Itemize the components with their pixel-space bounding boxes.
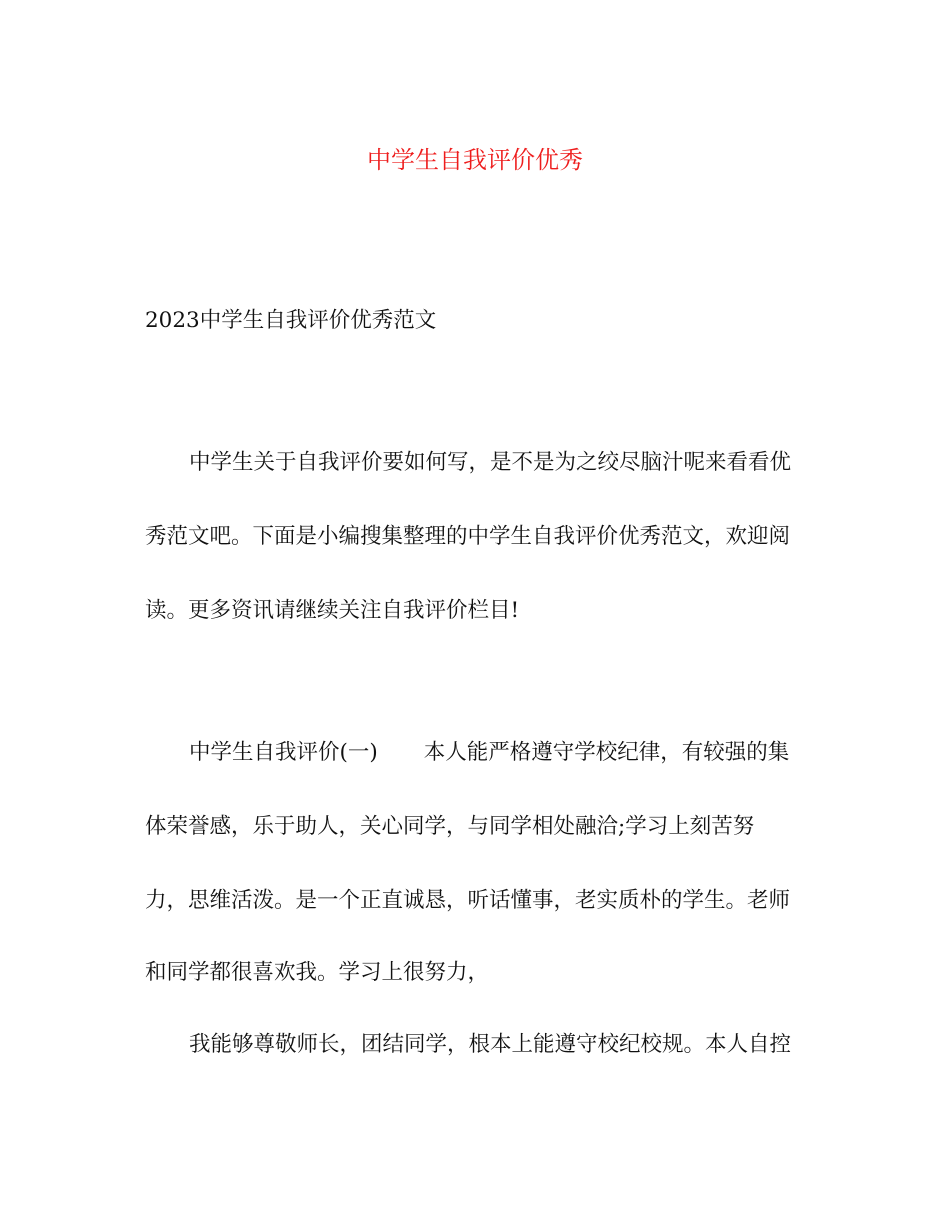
section-heading: 中学生自我评价(一) [189, 740, 378, 765]
document-subtitle: 2023中学生自我评价优秀范文 [145, 308, 437, 333]
paragraph-2-line-2: 体荣誉感，乐于助人，关心同学，与同学相处融洽;学习上刻苦努 [145, 814, 755, 839]
paragraph-2-line-4: 和同学都很喜欢我。学习上很努力， [145, 960, 490, 985]
paragraph-1-line-1: 中学生关于自我评价要如何写，是不是为之绞尽脑汁呢来看看优 [189, 450, 792, 475]
paragraph-2-line-1 [189, 738, 805, 768]
document-title: 中学生自我评价优秀 [367, 146, 583, 174]
paragraph-1-line-3: 读。更多资讯请继续关注自我评价栏目! [145, 598, 520, 623]
paragraph-2-heading-tail: 本人能严格遵守学校纪律，有较强的集 [423, 740, 790, 765]
paragraph-1-line-2: 秀范文吧。下面是小编搜集整理的中学生自我评价优秀范文，欢迎阅 [145, 524, 791, 549]
paragraph-3-line-1: 我能够尊敬师长，团结同学，根本上能遵守校纪校规。本人自控 [189, 1032, 792, 1057]
paragraph-2-line-3: 力，思维活泼。是一个正直诚恳，听话懂事，老实质朴的学生。老师 [145, 888, 791, 913]
